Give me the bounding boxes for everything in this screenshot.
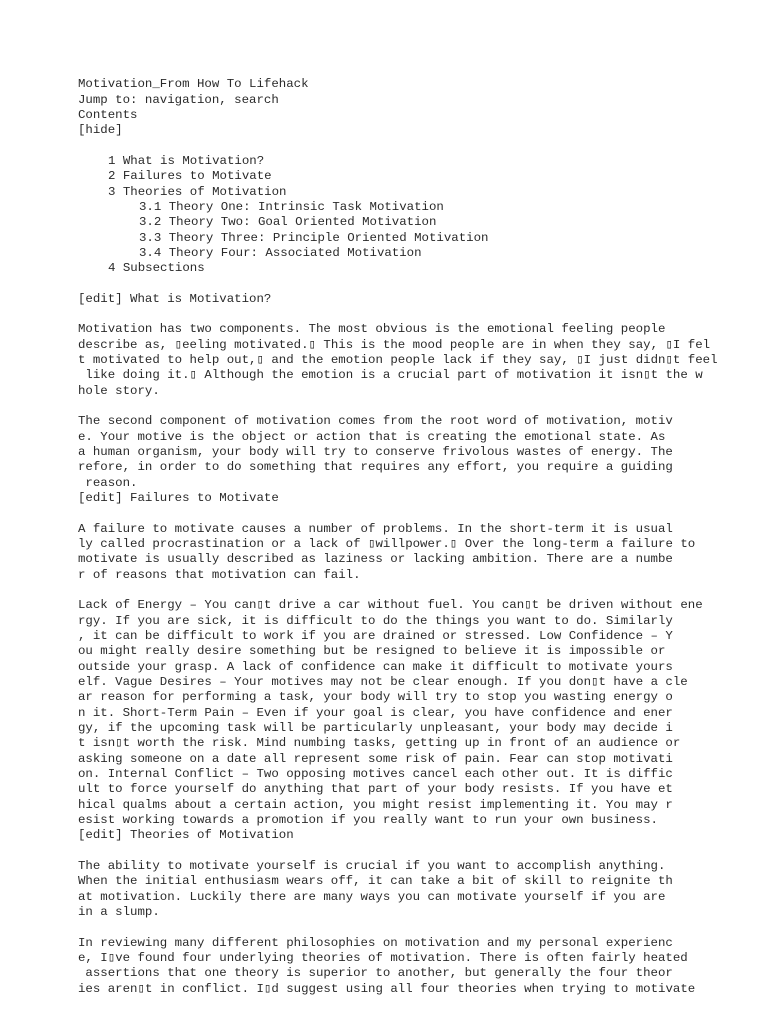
paragraph-line: esist working towards a promotion if you really want to run your own business. <box>78 813 658 827</box>
paragraph-line: In reviewing many different philosophies on motivation and my personal experienc <box>78 936 673 950</box>
paragraph-line: describe as, ▯eeling motivated.▯ This is the mood people are in when they say, ▯I fel <box>78 338 711 352</box>
toc-subitem[interactable]: 3.3 Theory Three: Principle Oriented Motivation <box>139 231 489 245</box>
toc-item[interactable]: 4 Subsections <box>108 261 205 275</box>
toc-item[interactable]: 2 Failures to Motivate <box>108 169 272 183</box>
paragraph-line: t isn▯t worth the risk. Mind numbing tasks, getting up in front of an audience or <box>78 736 681 750</box>
toc-subitem[interactable]: 3.2 Theory Two: Goal Oriented Motivation <box>139 215 437 229</box>
contents-heading: Contents <box>78 108 138 122</box>
paragraph-line: at motivation. Luckily there are many ways you can motivate yourself if you are <box>78 890 666 904</box>
paragraph-line: ies aren▯t in conflict. I▯d suggest using all four theories when trying to motivate <box>78 982 696 996</box>
paragraph-line: hole story. <box>78 384 160 398</box>
paragraph-line: e, I▯ve found four underlying theories of motivation. There is often fairly heated <box>78 951 688 965</box>
section-heading-theories: [edit] Theories of Motivation <box>78 828 294 842</box>
jump-to-links[interactable]: Jump to: navigation, search <box>78 93 279 107</box>
paragraph-line: like doing it.▯ Although the emotion is a crucial part of motivation it isn▯t the w <box>78 368 703 382</box>
toc-subitem[interactable]: 3.4 Theory Four: Associated Motivation <box>139 246 422 260</box>
section-heading-what-is: [edit] What is Motivation? <box>78 292 272 306</box>
hide-toggle[interactable]: [hide] <box>78 123 123 137</box>
paragraph-line: gy, if the upcoming task will be particularly unpleasant, your body may decide i <box>78 721 673 735</box>
paragraph-line: a human organism, your body will try to conserve frivolous wastes of energy. The <box>78 445 673 459</box>
toc-item[interactable]: 1 What is Motivation? <box>108 154 265 168</box>
paragraph-line: The second component of motivation comes from the root word of motivation, motiv <box>78 414 673 428</box>
toc-subitem[interactable]: 3.1 Theory One: Intrinsic Task Motivation <box>139 200 444 214</box>
paragraph-line: on. Internal Conflict – Two opposing motives cancel each other out. It is diffic <box>78 767 673 781</box>
paragraph-line: ar reason for performing a task, your body will try to stop you wasting energy o <box>78 690 673 704</box>
toc-item[interactable]: 3 Theories of Motivation <box>108 185 287 199</box>
paragraph-line: reason. <box>78 476 138 490</box>
paragraph-line: The ability to motivate yourself is crucial if you want to accomplish anything. <box>78 859 666 873</box>
paragraph-line: A failure to motivate causes a number of problems. In the short-term it is usual <box>78 522 673 536</box>
paragraph-line: n it. Short-Term Pain – Even if your goal is clear, you have confidence and ener <box>78 706 673 720</box>
paragraph-line: motivate is usually described as laziness or lacking ambition. There are a numbe <box>78 552 673 566</box>
paragraph-line: ly called procrastination or a lack of ▯willpower.▯ Over the long-term a failure to <box>78 537 696 551</box>
paragraph-line: r of reasons that motivation can fail. <box>78 568 361 582</box>
paragraph-line: hical qualms about a certain action, you might resist implementing it. You may r <box>78 798 673 812</box>
paragraph-line: outside your grasp. A lack of confidence can make it difficult to motivate yours <box>78 660 673 674</box>
paragraph-line: in a slump. <box>78 905 160 919</box>
paragraph-line: Lack of Energy – You can▯t drive a car without fuel. You can▯t be driven without ene <box>78 598 703 612</box>
paragraph-line: e. Your motive is the object or action that is creating the emotional state. As <box>78 430 666 444</box>
paragraph-line: , it can be difficult to work if you are drained or stressed. Low Confidence – Y <box>78 629 673 643</box>
section-heading-failures: [edit] Failures to Motivate <box>78 491 279 505</box>
paragraph-line: ou might really desire something but be resigned to believe it is impossible or <box>78 644 666 658</box>
paragraph-line: ult to force yourself do anything that part of your body resists. If you have et <box>78 782 673 796</box>
paragraph-line: asking someone on a date all represent some risk of pain. Fear can stop motivati <box>78 752 673 766</box>
paragraph-line: assertions that one theory is superior to another, but generally the four theor <box>78 966 673 980</box>
paragraph-line: elf. Vague Desires – Your motives may not be clear enough. If you don▯t have a cle <box>78 675 688 689</box>
paragraph-line: refore, in order to do something that requires any effort, you require a guiding <box>78 460 673 474</box>
paragraph-line: t motivated to help out,▯ and the emotion people lack if they say, ▯I just didn▯t feel <box>78 353 718 367</box>
paragraph-line: rgy. If you are sick, it is difficult to do the things you want to do. Similarly <box>78 614 673 628</box>
paragraph-line: Motivation has two components. The most obvious is the emotional feeling people <box>78 322 666 336</box>
page-title: Motivation_From How To Lifehack <box>78 77 309 91</box>
paragraph-line: When the initial enthusiasm wears off, it can take a bit of skill to reignite th <box>78 874 673 888</box>
